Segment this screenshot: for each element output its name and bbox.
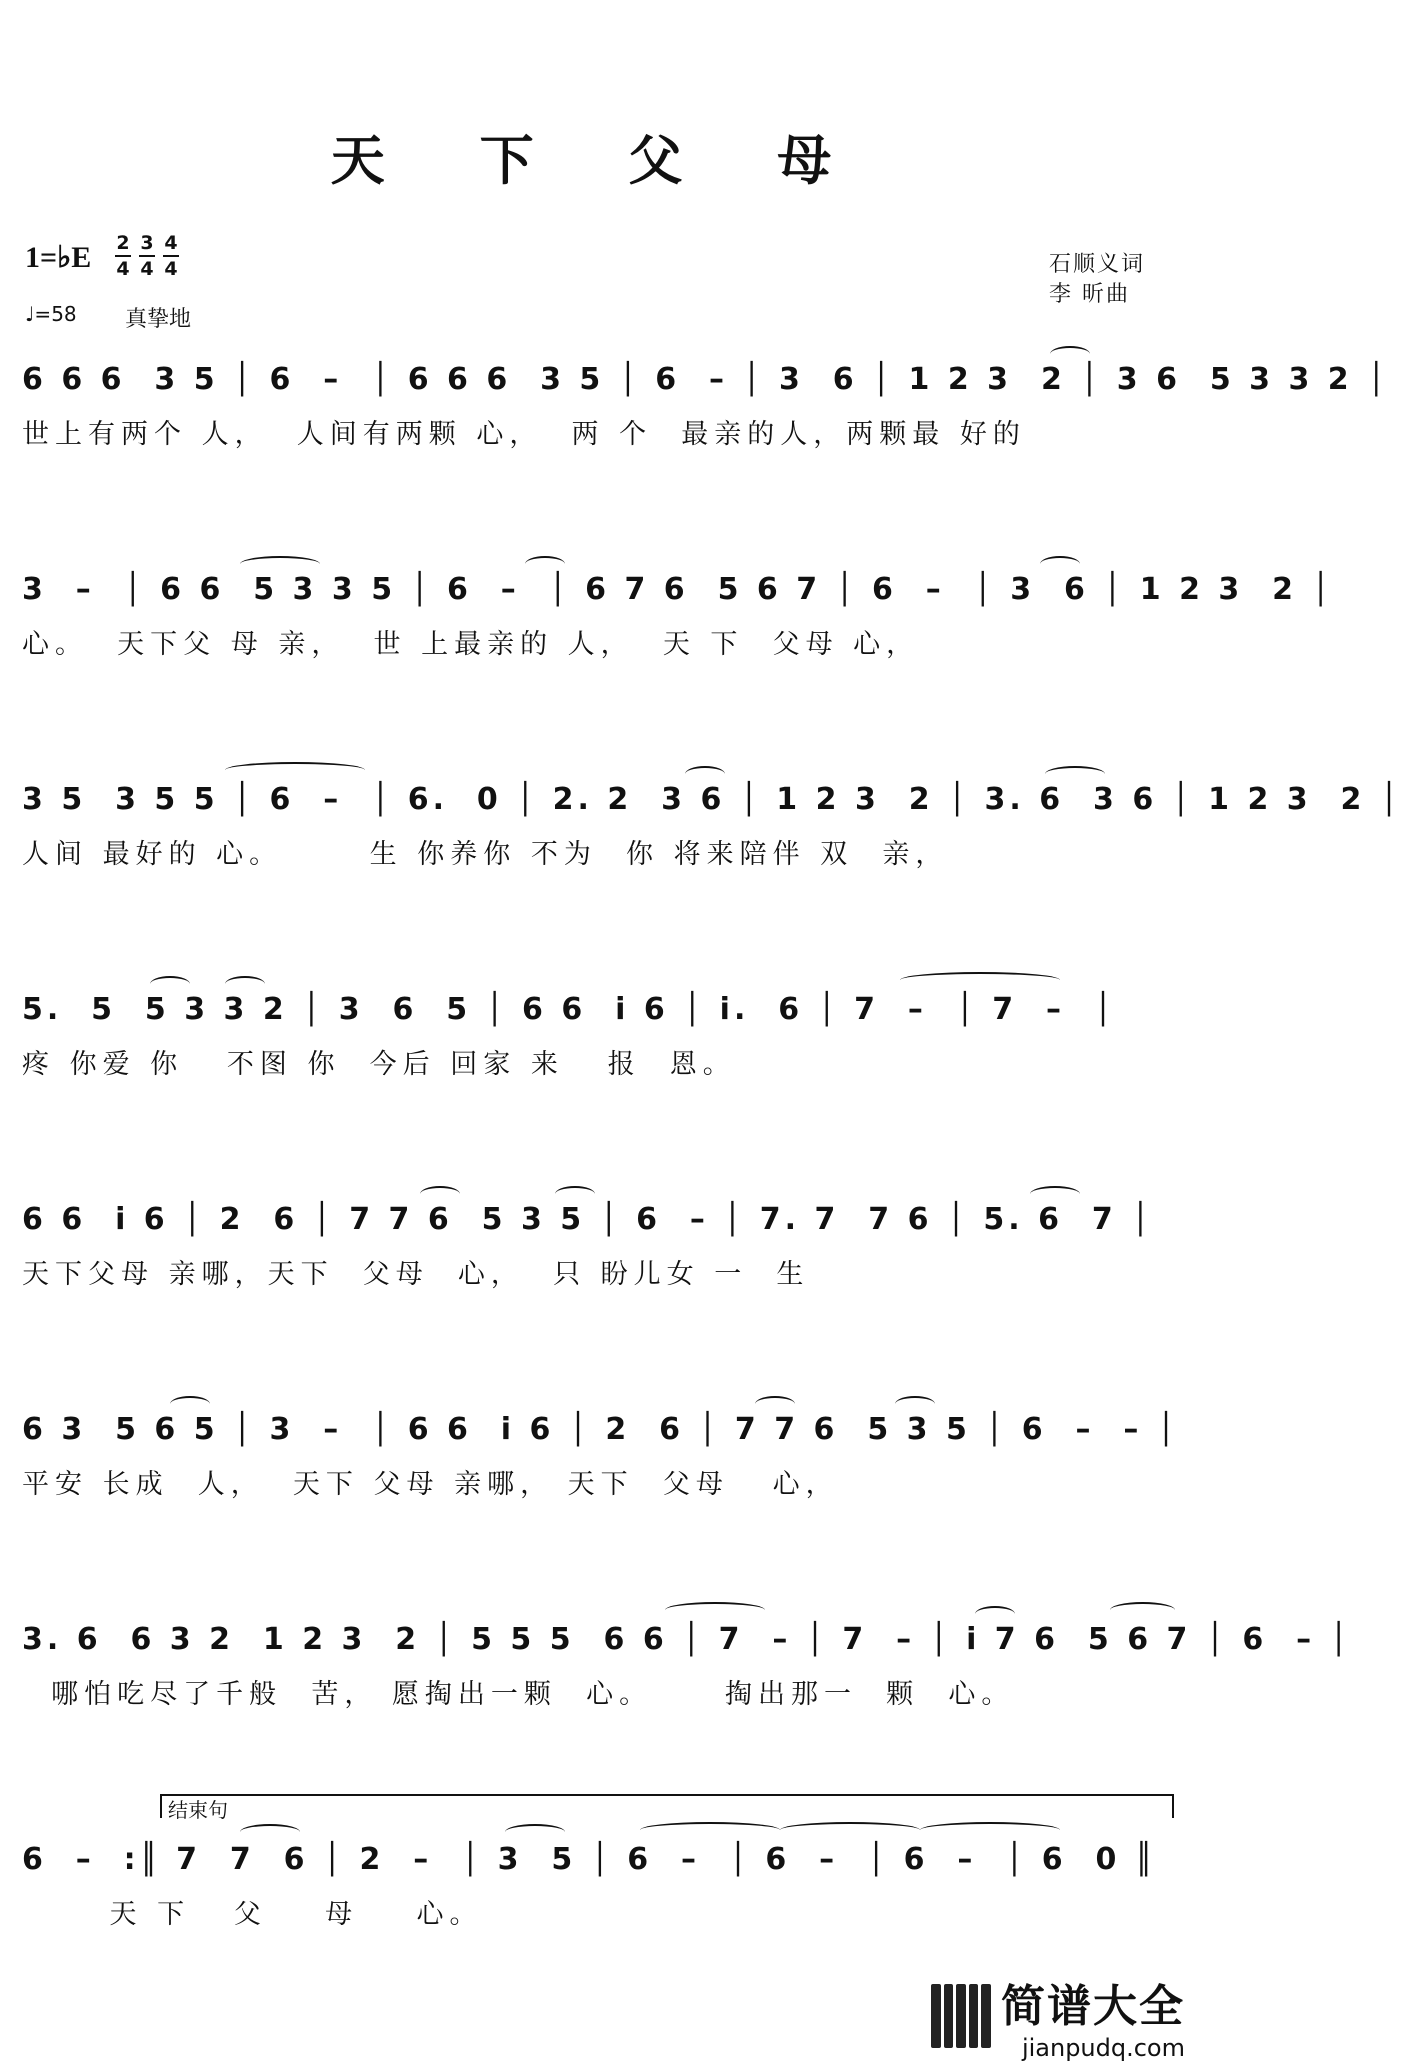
slur: [1045, 766, 1105, 782]
lyrics: 天下父母 亲哪，天下 父母 心， 只 盼儿女 一 生: [22, 1259, 810, 1290]
meter-3-4: $\frac{3}{4}$: [140, 232, 154, 280]
tie: [640, 1822, 780, 1838]
tie: [665, 1602, 765, 1618]
score-line-6: [0, 1400, 1200, 1580]
slur: [755, 1396, 795, 1412]
score-line-2: [0, 560, 1334, 740]
slur: [525, 556, 565, 572]
lyrics: 疼 你爱 你 不图 你 今后 回家 来 报 恩。: [22, 1049, 736, 1080]
lyrics: 哪怕吃尽了千般 苦， 愿掏出一颗 心。 掏出那一 颗 心。: [22, 1679, 1015, 1710]
score-line-1: [0, 350, 1390, 530]
meter-2-4: $\frac{2}{4}$: [116, 232, 130, 280]
slur: [505, 1824, 565, 1840]
time-signatures: [115, 232, 179, 280]
watermark: [931, 1970, 1185, 2062]
notes: 3. 6 6 3 2 1 2 3 2 │ 5 5 5 6 6 │ 7 – │ 7 – │ i 7 6 5 6 7 │ 6 – │: [22, 1622, 1352, 1657]
watermark-url: jianpudq.com: [1021, 2034, 1185, 2062]
notes: 5. 5 5 3 3 2 │ 3 6 5 │ 6 6 i 6 │ i. 6 │ 7 – │ 7 – │: [22, 992, 1116, 1027]
expression-marking: 真挚地: [125, 307, 192, 332]
tie: [1110, 1602, 1175, 1618]
slur: [1030, 1186, 1080, 1202]
slur: [240, 556, 320, 572]
slur: [975, 1606, 1015, 1622]
lyrics: 世上有两个 人， 人间有两颗 心， 两 个 最亲的人，两颗最 好的: [22, 419, 1026, 450]
score-line-3: [0, 770, 1402, 950]
lyrics: 心。 天下父 母 亲， 世 上最亲的 人， 天 下 父母 心，: [22, 629, 920, 660]
tie: [900, 972, 1060, 988]
notes: 3 5 3 5 5 │ 6 – │ 6. 0 │ 2. 2 3 6 │ 1 2 3 2 │ 3. 6 3 6 │ 1 2 3 2 │: [22, 782, 1402, 817]
lyrics: 平安 长成 人， 天下 父母 亲哪， 天下 父母 心，: [22, 1469, 839, 1500]
ending-label: 结束句: [168, 1798, 228, 1822]
slur: [895, 1396, 935, 1412]
score-line-4: [0, 980, 1200, 1160]
composer: 李 昕曲: [1048, 282, 1130, 307]
watermark-name: 简谱大全: [1001, 1981, 1185, 2032]
slur: [685, 766, 725, 782]
slur: [1040, 556, 1080, 572]
meter-4-4: $\frac{4}{4}$: [164, 232, 178, 280]
notes: 6 6 6 3 5 │ 6 – │ 6 6 6 3 5 │ 6 – │ 3 6 │ 1 2 3 2 │ 3 6 5 3 3 2 │: [22, 362, 1390, 397]
key-signature: 1=♭E: [25, 241, 92, 274]
notes: 6 6 i 6 │ 2 6 │ 7 7 6 5 3 5 │ 6 – │ 7. 7 7 6 │ 5. 6 7 │: [22, 1202, 1154, 1237]
lyricist: 石顺义词: [1048, 252, 1145, 277]
slur: [420, 1186, 460, 1202]
tempo-marking: ♩=58: [25, 302, 77, 326]
tie: [780, 1822, 920, 1838]
credits: [1049, 250, 1145, 310]
notes: 6 3 5 6 5 │ 3 – │ 6 6 i 6 │ 2 6 │ 7 7 6 5 3 5 │ 6 – – │: [22, 1412, 1179, 1447]
notes: 3 – │ 6 6 5 3 3 5 │ 6 – │ 6 7 6 5 6 7 │ 6 – │ 3 6 │ 1 2 3 2 │: [22, 572, 1334, 607]
slur: [240, 1824, 300, 1840]
score-line-7: [0, 1610, 1352, 1790]
piano-logo-icon: [931, 1984, 991, 2048]
slur: [555, 1186, 595, 1202]
lyrics: 天 下 父 母 心。: [22, 1899, 483, 1930]
slur: [170, 1396, 210, 1412]
tie: [920, 1822, 1060, 1838]
tie: [225, 762, 365, 778]
song-title: 天 下 父 母: [330, 128, 870, 192]
ending-bracket: [160, 1794, 1174, 1818]
slur: [225, 976, 265, 992]
slur: [150, 976, 190, 992]
notes: 6 – :║ 7 7 6 │ 2 – │ 3 5 │ 6 – │ 6 – │ 6 – │ 6 0 ║: [22, 1842, 1157, 1877]
lyrics: 人间 最好的 心。 生 你养你 不为 你 将来陪伴 双 亲，: [22, 839, 949, 870]
score-line-5: [0, 1190, 1200, 1370]
slur: [1050, 346, 1090, 362]
